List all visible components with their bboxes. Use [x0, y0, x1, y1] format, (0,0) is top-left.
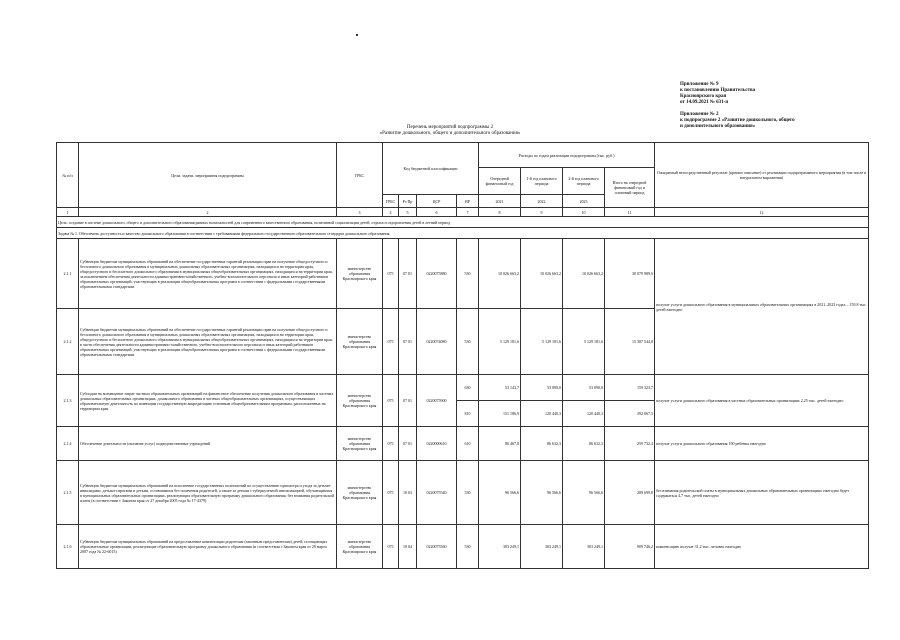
row-num: 2.1.5 [57, 461, 79, 525]
header-exp-total: Итого на очередной финансовый год и плановый период [605, 168, 655, 208]
column-index: 8 [479, 208, 521, 217]
row-y1: 151 186,9 [479, 401, 521, 427]
row-rzpr: 10 04 [399, 525, 417, 569]
row-total: 392 067,5 [605, 401, 655, 427]
column-index: 2 [79, 208, 337, 217]
header-kbk-csr: ЦСР [417, 195, 457, 208]
row-result: компенсацию получат 31,2 тыс. человек ежегодно [655, 525, 869, 569]
table-row [57, 427, 869, 461]
row-y2: 10 026 663,2 [521, 239, 563, 309]
title-line: Перечень мероприятий подпрограммы 2 [406, 125, 494, 130]
row-total: 15 387 544,8 [605, 309, 655, 375]
row-y1: 86 467,8 [479, 427, 521, 461]
appendix-line: от 14.09.2021 № 631-п [680, 100, 729, 105]
column-index: 11 [605, 208, 655, 217]
appendix-line: и дополнительного образования» [680, 124, 756, 129]
row-csr: 0220075560 [417, 525, 457, 569]
row-total: 289 699,8 [605, 461, 655, 525]
row-vr: 530 [457, 525, 479, 569]
row-vr: 610 [457, 427, 479, 461]
measures-table [56, 142, 869, 569]
row-result: получат услуги дошкольного образования 190 ребенка ежегодно [655, 427, 869, 461]
row-csr: 0220075900 [417, 375, 457, 427]
column-index: 7 [457, 208, 479, 217]
row-text: Субвенции бюджетам муниципальных образований на обеспечение государственных гарантий реализации прав на получение общедоступного и бесплатного дошкольного образования в муниципальных дошкольных образовательных организациях, находящихся на территории края, общедоступного и бесплатного дошкольного образования в муниципальных общеобразовательных организациях, находящихся на территории края, в части обеспечения деятельности административно-хозяйственного, учебно-вспомогательного персонала и иных категорий работников образовательных организаций, участвующих в реализации общеобразовательных программ в соответствии с федеральными государственными образовательными стандартами [79, 309, 337, 375]
row-grbs: министерство образования Красноярского края [337, 461, 383, 525]
row-code: 075 [383, 375, 399, 427]
row-y2: 120 440,3 [521, 401, 563, 427]
header-num: № п/п [57, 143, 79, 208]
row-y2: 303 249,1 [521, 525, 563, 569]
document-title [300, 125, 600, 137]
row-num: 2.1.1 [57, 239, 79, 309]
row-text: Субвенции бюджетам муниципальных образований на предоставление компенсации родителям (законным представителям) детей, посещающих образовательные организации, реализующие образовательную программу дошкольного образования (в соответствии с Законом края от 29 марта 2007 года № 22-6015) [79, 525, 337, 569]
row-y1: 303 249,1 [479, 525, 521, 569]
row-y2: 86 632,3 [521, 427, 563, 461]
row-vr: 630 [457, 375, 479, 401]
row-total: 30 079 989,6 [605, 239, 655, 309]
row-y2: 96 566,6 [521, 461, 563, 525]
row-csr: 0220074080 [417, 309, 457, 375]
appendix-line: Красноярского края [680, 94, 727, 99]
header-goal: Цели, задачи, мероприятия подпрограммы [79, 143, 337, 208]
row-y3: 53 090,0 [563, 375, 605, 401]
table-row [57, 239, 869, 309]
row-y3: 96 566,6 [563, 461, 605, 525]
row-code: 075 [383, 309, 399, 375]
row-text: Субсидии на возмещение затрат частных образовательных организаций на финансовое обеспечение получения дошкольного образования в частных дошкольных образовательных организациях, дошкольного образования в частных общеобразовательных организациях, осуществляющих образовательную деятельность по имеющим государственную аккредитацию основным общеобразовательным программам, расположенных на территории края [79, 375, 337, 427]
goal-text: Цель: создание в системе дошкольного, общего и дополнительного образования равных возможностей для современного качественного образования, позитивной социализации детей, отдыха и оздоровления детей в летний период [57, 217, 869, 228]
row-result: без взимания родительской платы в муниципальных дошкольных образовательных организациях ежегодно будет содержаться 4,7 тыс. детей ежегодно [655, 461, 869, 525]
row-vr: 530 [457, 461, 479, 525]
header-year-1: 2021 [479, 195, 521, 208]
row-y2: 5 129 181,6 [521, 309, 563, 375]
table-row [57, 525, 869, 569]
row-total: 259 732,4 [605, 427, 655, 461]
row-text: Обеспечение деятельности (оказание услуг) подведомственных учреждений [79, 427, 337, 461]
row-grbs: министерство образования Красноярского края [337, 525, 383, 569]
header-kbk-vr: ВР [457, 195, 479, 208]
row-rzpr: 10 03 [399, 461, 417, 525]
row-grbs: министерство образования Красноярского края [337, 375, 383, 427]
row-num: 2.1.3 [57, 375, 79, 427]
appendix-line: Приложение № 9 [680, 82, 719, 87]
row-rzpr: 07 01 [399, 239, 417, 309]
table-row [57, 375, 869, 401]
row-num: 2.1.2 [57, 309, 79, 375]
header-kbk: Код бюджетной классификации [383, 143, 479, 195]
column-index: 4 [383, 208, 399, 217]
header-result: Ожидаемый непосредственный результат (краткое описание) от реализации подпрограммного мероприятия (в том числе в натуральном выражении) [655, 143, 869, 208]
header-exp-current: Очередной финансовый год [479, 168, 521, 195]
row-vr: 530 [457, 239, 479, 309]
row-text: Субвенции бюджетам муниципальных образований на обеспечение государственных гарантий реализации прав на получение общедоступного и бесплатного дошкольного образования в муниципальных дошкольных образовательных организациях, находящихся на территории края, общедоступного и бесплатного дошкольного образования в муниципальных общеобразовательных организациях, находящихся на территории края, за исключением обеспечения деятельности административно-хозяйственного, учебно-вспомогательного персонала и иных категорий работников образовательных организаций, участвующих в реализации общеобразовательных программ в соответствии с федеральными государственными образовательными стандартами [79, 239, 337, 309]
row-code: 075 [383, 239, 399, 309]
header-grbs: ГРБС [337, 143, 383, 208]
header-exp-second: 2-й год планового периода [563, 168, 605, 195]
row-y1: 53 143,7 [479, 375, 521, 401]
row-total: 159 323,7 [605, 375, 655, 401]
appendix-line: к подпрограмме 2 «Развитие дошкольного, общего [680, 118, 795, 123]
row-y1: 5 129 181,6 [479, 309, 521, 375]
header-year-3: 2023 [563, 195, 605, 208]
column-index: 6 [417, 208, 457, 217]
row-csr: 0220075880 [417, 239, 457, 309]
row-result: получат услуги дошкольного образования в частных образовательных организациях 2,25 тыс. детей ежегодно [655, 375, 869, 427]
row-y3: 10 026 663,2 [563, 239, 605, 309]
row-csr: 0220000610 [417, 427, 457, 461]
row-grbs: министерство образования Красноярского края [337, 239, 383, 309]
column-index: 12 [655, 208, 869, 217]
row-csr: 0220075540 [417, 461, 457, 525]
row-vr: 810 [457, 401, 479, 427]
column-index-row [57, 208, 869, 217]
row-y1: 10 026 663,2 [479, 239, 521, 309]
appendix-block-1 [680, 82, 870, 106]
appendix-line: к постановлению Правительства [680, 88, 756, 93]
row-y2: 53 090,0 [521, 375, 563, 401]
header-expenses: Расходы по годам реализации подпрограммы (тыс. руб.) [479, 143, 655, 168]
row-rzpr: 07 01 [399, 309, 417, 375]
row-grbs: министерство образования Красноярского края [337, 427, 383, 461]
row-y1: 96 566,6 [479, 461, 521, 525]
row-rzpr: 07 01 [399, 427, 417, 461]
column-index: 1 [57, 208, 79, 217]
row-y3: 86 632,3 [563, 427, 605, 461]
row-y3: 120 440,3 [563, 401, 605, 427]
appendix-line: Приложение № 2 [680, 112, 719, 117]
row-vr: 530 [457, 309, 479, 375]
row-result: получат услуги дошкольного образования в муниципальных образовательных организациях в 2021–2023 годах – 159,8 тыс. детей ежегодно [655, 239, 869, 375]
task-row [57, 228, 869, 239]
table-row [57, 461, 869, 525]
row-grbs: министерство образования Красноярского края [337, 309, 383, 375]
row-y3: 5 129 181,6 [563, 309, 605, 375]
scan-speck [356, 34, 358, 36]
row-num: 2.1.4 [57, 427, 79, 461]
appendix-block-2 [680, 112, 870, 130]
task-text: Задача № 1. Обеспечить доступность и качество дошкольного образования в соответствии с требованиями федерального государственного образовательного стандарта дошкольного образования [57, 228, 869, 239]
row-code: 075 [383, 525, 399, 569]
title-line: «Развитие дошкольного, общего и дополнительного образования» [379, 131, 521, 136]
row-text: Субвенции бюджетам муниципальных образований на исполнение государственных полномочий по осуществлению присмотра и ухода за детьми-инвалидами, детьми-сиротами и детьми, оставшимися без попечения родителей, а также за детьми с туберкулезной интоксикацией, обучающимися в муниципальных образовательных организациях, реализующих образовательную программу дошкольного образования, без взимания родительской платы (в соответствии с Законом края от 27 декабря 2005 года № 17-4379) [79, 461, 337, 525]
row-num: 2.1.6 [57, 525, 79, 569]
header-kbk-rzpr: Рз Пр [399, 195, 417, 208]
goal-row [57, 217, 869, 228]
header-year-2: 2022 [521, 195, 563, 208]
column-index: 3 [337, 208, 383, 217]
column-index: 10 [563, 208, 605, 217]
row-total: 909 746,2 [605, 525, 655, 569]
column-index: 5 [399, 208, 417, 217]
header-exp-first: 1-й год планового периода [521, 168, 563, 195]
row-rzpr: 07 01 [399, 375, 417, 427]
header-kbk-grbs: ГРБС [383, 195, 399, 208]
row-code: 075 [383, 461, 399, 525]
row-y3: 303 249,1 [563, 525, 605, 569]
row-code: 075 [383, 427, 399, 461]
column-index: 9 [521, 208, 563, 217]
